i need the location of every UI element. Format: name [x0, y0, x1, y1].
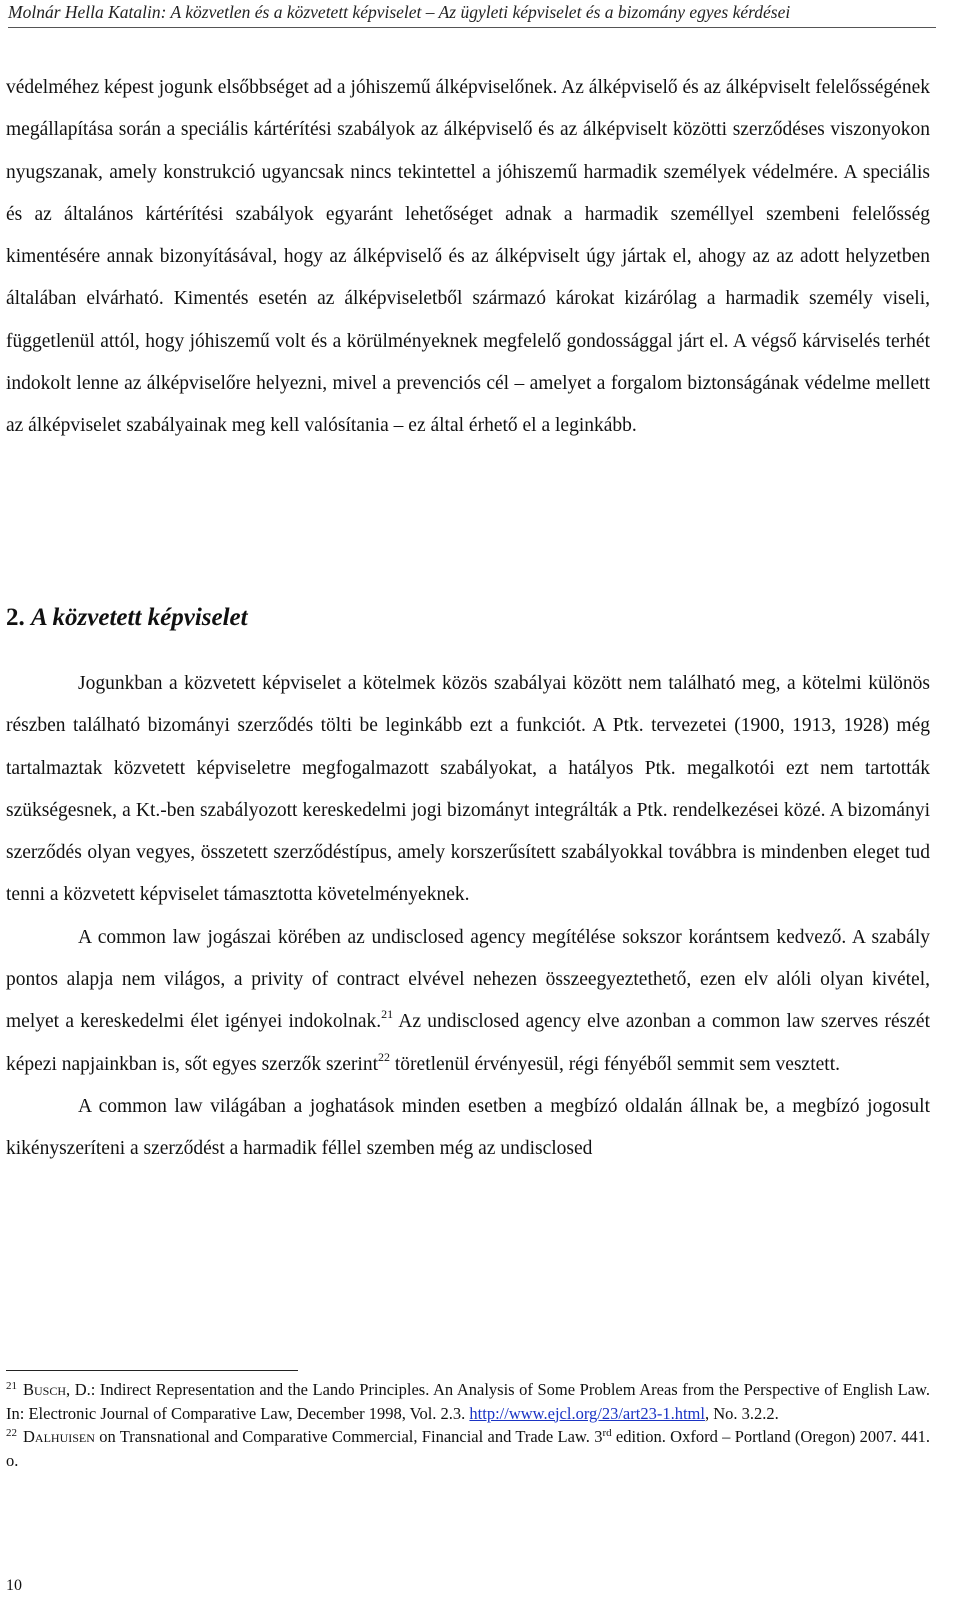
section-number: 2.: [6, 604, 25, 631]
footnote-number: 22: [6, 1427, 17, 1439]
footnote-text: edition. Oxford – Portland (Oregon) 2007. 441. o.: [6, 1427, 930, 1470]
paragraph-text: töretlenül érvényesül, régi fényéből semmit sem vesztett.: [390, 1053, 840, 1075]
header-rule: [8, 27, 936, 28]
running-header: Molnár Hella Katalin: A közvetlen és a közvetett képviselet – Az ügyleti képviselet és a bizomány egyes kérdései: [8, 2, 791, 22]
section-body: [6, 663, 930, 1171]
footnote-author: Busch: [23, 1380, 67, 1399]
paragraph-text: védelméhez képest jogunk elsőbbséget ad a jóhiszemű álképviselőnek. Az álképviselő és az álképviselt felelősségének megállapítása során a speciális kártérítési szabályok az álképviselő és az álképviselt közötti szerződéses viszonyokon nyugszanak, amely konstrukció ugyancsak nincs tekintettel a jóhiszemű harmadik személyek védelmére. A speciális és az általános kártérítési szabályok egyaránt lehetőséget adnak a harmadik személlyel szembeni felelősség kimentésére annak bizonyításával, hogy az álképviselő és az álképviselt úgy jártak el, ahogy az az adott helyzetben általában elvárható. Kimentés esetén az álképviseletből származó károkat kizárólag a harmadik személy viseli, függetlenül attól, hogy jóhiszemű volt és a körülményeknek megfelelő gondossággal járt el. A végső kárviselés terhét indokolt lenne az álképviselőre helyezni, mivel a prevenciós cél – amelyet a forgalom biztonságának védelme mellett az álképviselet szabályainak meg kell valósítania – ez által érhető el a leginkább.: [6, 77, 930, 437]
body-paragraph-4: A common law világában a joghatások minden esetben a megbízó oldalán állnak be, a megbízó jogosult kikényszeríteni a szerződést a harmadik féllel szemben még az undisclosed: [6, 1095, 930, 1160]
section-heading: [6, 596, 248, 640]
section-title: A közvetett képviselet: [31, 604, 248, 631]
footnote-text: , No. 3.2.2.: [704, 1403, 779, 1423]
footnote-author: Dalhuisen: [23, 1427, 95, 1446]
footnote-text: on Transnational and Comparative Commercial, Financial and Trade Law. 3: [94, 1427, 603, 1446]
footnote-separator: [6, 1370, 298, 1371]
footnote-22: [6, 1425, 930, 1472]
footnotes: [6, 1378, 930, 1472]
footnote-text: , D.: Indirect Representation and the Lando Principles. An Analysis of Some Problem Areas from the Perspective of English Law. In: Electronic Journal of Comparative Law, December 1998, Vol. 2.3.: [6, 1380, 930, 1423]
footnote-number: 21: [6, 1380, 17, 1392]
paragraph-text: A common law jogászai körében az undisclosed agency megítélése sokszor korántsem kedvező. A szabály pontos alapja nem világos, a privity of contract elvével nehezen összeegyeztethető, ezen elv alóli olyan kivétel, melyet a kereskedelmi élet igényei indokolnak.: [6, 926, 930, 1033]
body-paragraph-3: [6, 917, 930, 1086]
footnote-link[interactable]: http://www.ejcl.org/23/art23-1.html: [469, 1403, 705, 1423]
footnote-ref-22[interactable]: 22: [378, 1049, 390, 1064]
paragraph-text: Az undisclosed agency elve azonban a common law szerves részét képezi napjainkban is, sőt egyes szerzők szerint: [6, 1011, 930, 1075]
footnote-21: [6, 1378, 930, 1425]
body-paragraph-1: [6, 67, 930, 448]
page-number: 10: [6, 1577, 22, 1594]
footnote-ref-21[interactable]: 21: [381, 1007, 394, 1022]
body-paragraph-2: Jogunkban a közvetett képviselet a kötelmek közös szabályai között nem található meg, a kötelmi különös részben található bizományi szerződés tölti be leginkább ezt a funkciót. A Ptk. tervezetei (1900, 1913, 1928) még tartalmaztak közvetett képviseletre megfogalmazott szabályokat, a hatályos Ptk. megalkotói ezt nem tartották szükségesnek, a Kt.-ben szabályozott kereskedelmi jogi bizományt integrálták a Ptk. rendelkezései közé. A bizományi szerződés olyan vegyes, összetett szerződéstípus, amely korszerűsített szabályokkal továbbra is mindenben eleget tud tenni a közvetett képviselet támasztotta követelményeknek.: [6, 673, 930, 906]
footnote-superscript: rd: [602, 1427, 612, 1439]
